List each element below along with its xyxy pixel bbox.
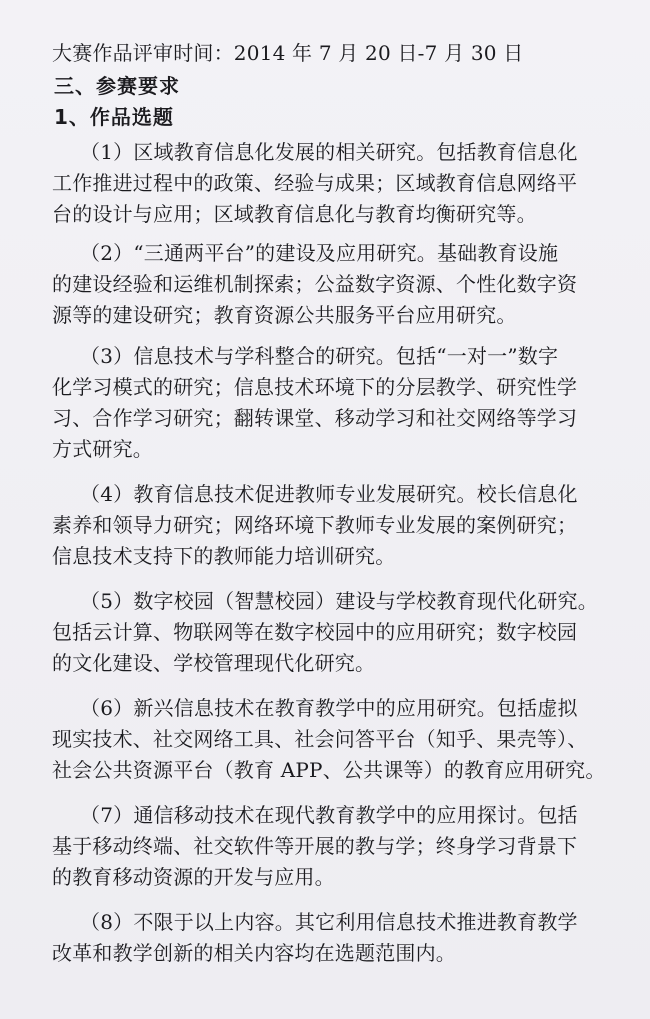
paragraph-line: 的文化建设、学校管理现代化研究。 xyxy=(52,651,376,675)
paragraph-6 xyxy=(52,693,606,786)
paragraph-line: （3）信息技术与学科整合的研究。包括“一对一”数字 xyxy=(80,344,559,368)
paragraph-line: （7）通信移动技术在现代教育教学中的应用探讨。包括 xyxy=(80,803,578,827)
paragraph-line: 包括云计算、物联网等在数字校园中的应用研究；数字校园 xyxy=(52,620,578,644)
review-timeline: 大赛作品评审时间：2014 年 7 月 20 日-7 月 30 日 xyxy=(52,41,524,65)
sub-heading: 1、作品选题 xyxy=(54,105,174,129)
paragraph-line: 源等的建设研究；教育资源公共服务平台应用研究。 xyxy=(52,303,517,327)
paragraph-line: 改革和教学创新的相关内容均在选题范围内。 xyxy=(52,941,456,965)
paragraph-line: 工作推进过程中的政策、经验与成果；区域教育信息网络平 xyxy=(52,171,578,195)
paragraph-7 xyxy=(52,800,602,893)
paragraph-line: 的建设经验和运维机制探索；公益数字资源、个性化数字资 xyxy=(52,272,578,296)
paragraph-8 xyxy=(52,907,602,969)
paragraph-3 xyxy=(52,341,602,465)
paragraph-line: 现实技术、社交网络工具、社会问答平台（知乎、果壳等）、 xyxy=(52,727,588,751)
paragraph-line: （8）不限于以上内容。其它利用信息技术推进教育教学 xyxy=(80,910,578,934)
paragraph-2 xyxy=(52,238,602,331)
paragraph-line: 基于移动终端、社交软件等开展的教与学；终身学习背景下 xyxy=(52,834,578,858)
section-heading: 三、参赛要求 xyxy=(54,74,180,98)
paragraph-line: 方式研究。 xyxy=(52,437,153,461)
paragraph-5 xyxy=(52,586,602,679)
paragraph-line: 素养和领导力研究；网络环境下教师专业发展的案例研究； xyxy=(52,513,578,537)
paragraph-line: 台的设计与应用；区域教育信息化与教育均衡研究等。 xyxy=(52,202,537,226)
paragraph-line: 信息技术支持下的教师能力培训研究。 xyxy=(52,544,396,568)
paragraph-line: （2）“三通两平台”的建设及应用研究。基础教育设施 xyxy=(80,241,559,265)
paragraph-line: （1）区域教育信息化发展的相关研究。包括教育信息化 xyxy=(80,140,578,164)
paragraph-4 xyxy=(52,479,602,572)
paragraph-line: （4）教育信息技术促进教师专业发展研究。校长信息化 xyxy=(80,482,578,506)
paragraph-line: 社会公共资源平台（教育 APP、公共课等）的教育应用研究。 xyxy=(52,758,606,782)
paragraph-line: （5）数字校园（智慧校园）建设与学校教育现代化研究。 xyxy=(80,589,598,613)
paragraph-line: 的教育移动资源的开发与应用。 xyxy=(52,865,335,889)
paragraph-line: 习、合作学习研究；翻转课堂、移动学习和社交网络等学习 xyxy=(52,406,578,430)
paragraph-1 xyxy=(52,137,602,230)
paragraph-line: （6）新兴信息技术在教育教学中的应用研究。包括虚拟 xyxy=(80,696,578,720)
paragraph-line: 化学习模式的研究；信息技术环境下的分层教学、研究性学 xyxy=(52,375,578,399)
